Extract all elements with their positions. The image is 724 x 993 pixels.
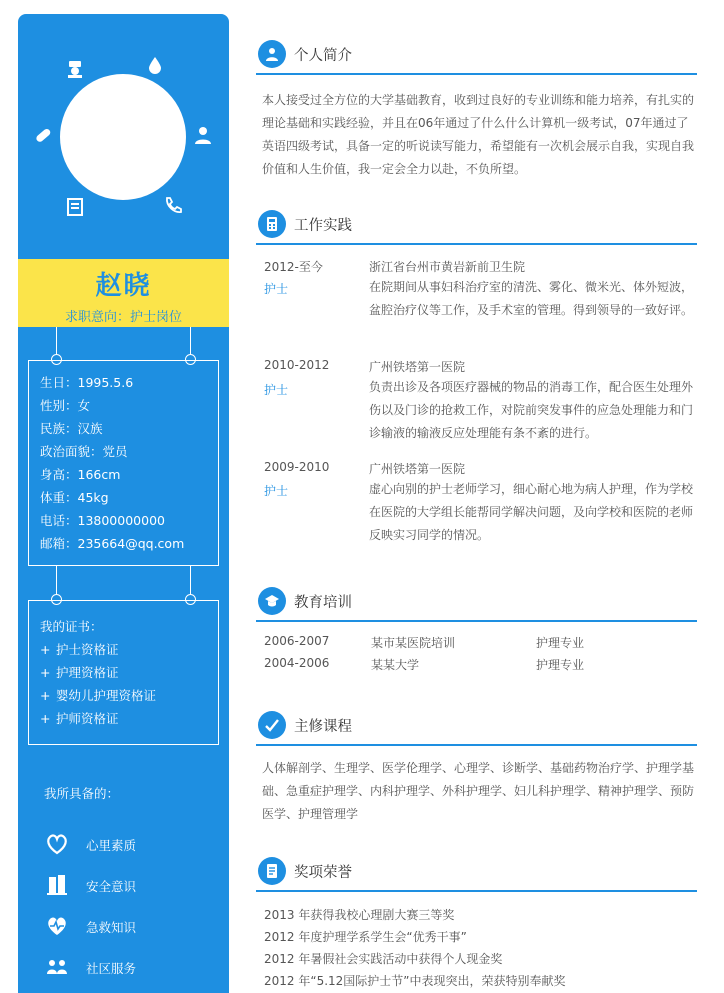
info-ethnicity: 民族：汉族 [40, 421, 103, 436]
section-title: 主修课程 [294, 719, 352, 735]
pill-icon [32, 124, 54, 146]
section-title: 个人简介 [294, 48, 352, 64]
info-email: 邮箱：235664@qq.com [40, 536, 185, 551]
award-item: 2012 年暑假社会实践活动中获得个人现金奖 [264, 952, 503, 966]
certificate-icon [258, 857, 286, 885]
courses-text: 人体解剖学、生理学、医学伦理学、心理学、诊断学、基础药物治疗学、护理学基础、急重症护理学、内科护理学、外科护理学、妇儿科护理学、精神护理学、预防医学、护理管理学 [262, 761, 695, 821]
building-icon [44, 872, 70, 898]
award-item: 2012 年度护理学系学生会“优秀干事” [264, 930, 467, 944]
sidebar: 赵晓 求职意向：护士岗位 生日：1995.5.6 性别：女 民族：汉族 政治面貌：党员 身高：166cm 体重：45kg 电话：13800000000 邮箱：235664@qq.com 我的证书： + 护士资格证 + 护理资格证 + 婴幼儿护理资格证 + 护师资格证 我所具备的： 心里素质 安全意识 急救知识 社区服务 [18, 14, 229, 993]
job-org: 广州铁塔第一医院 [369, 462, 466, 476]
info-gender: 性别：女 [40, 398, 91, 413]
edu-school: 某市某医院培训 [371, 636, 456, 650]
phone-icon [162, 194, 184, 216]
section-divider [256, 890, 697, 892]
job-desc: 负责出诊及各项医疗器械的物品的消毒工作，配合医生处理外伤以及门诊的抢救工作，对院前突发事件的应急处理能力和门诊输液的输液反应处理能有条不紊的进行。 [369, 380, 694, 440]
cert-title: 我的证书： [40, 619, 103, 634]
nurse-icon [258, 40, 286, 68]
section-courses [256, 711, 697, 747]
nurse-cap-icon [64, 58, 86, 80]
edu-major: 护理专业 [536, 658, 585, 672]
job-role: 护士 [264, 282, 289, 296]
section-divider [256, 620, 697, 622]
section-title: 工作实践 [294, 218, 352, 234]
info-political: 政治面貌：党员 [40, 444, 128, 459]
edu-major: 护理专业 [536, 636, 585, 650]
job-org: 广州铁塔第一医院 [369, 360, 466, 374]
award-item: 2012 年“5.12国际护士节”中表现突出，荣获特别奉献奖 [264, 974, 566, 988]
award-item: 2013 年获得我校心理剧大赛三等奖 [264, 908, 455, 922]
basic-info-box [28, 360, 219, 566]
heart-icon [44, 831, 70, 857]
avatar [60, 74, 186, 200]
section-title: 奖项荣誉 [294, 865, 352, 881]
section-divider [256, 243, 697, 245]
cert-item: + 护士资格证 [29, 638, 218, 661]
edu-date: 2006-2007 [264, 634, 330, 648]
job-date: 2012-至今 [264, 260, 323, 274]
name-band [18, 259, 229, 327]
job-intent: 求职意向：护士岗位 [64, 310, 182, 325]
edu-date: 2004-2006 [264, 656, 330, 670]
community-icon [44, 954, 70, 980]
job-desc: 虚心向别的护士老师学习，细心耐心地为病人护理，作为学校在医院的大学组长能帮同学解决问题，及向学校和医院的老师反映实习同学的情况。 [369, 482, 694, 542]
section-divider [256, 73, 697, 75]
cert-box [28, 600, 219, 745]
plus-icon: + [40, 711, 51, 726]
skills-title: 我所具备的： [44, 786, 120, 801]
document-icon [64, 196, 86, 218]
info-weight: 体重：45kg [40, 490, 109, 505]
plus-icon: + [40, 665, 51, 680]
cert-item: + 护师资格证 [29, 707, 218, 730]
job-role: 护士 [264, 484, 289, 498]
section-divider [256, 744, 697, 746]
edu-school: 某某大学 [371, 658, 420, 672]
plus-icon: + [40, 688, 51, 703]
candidate-name: 赵晓 [95, 271, 152, 301]
job-role: 护士 [264, 383, 289, 397]
intro-text: 本人接受过全方位的大学基础教育，收到过良好的专业训练和能力培养，有扎实的理论基础和实践经验，并且在06年通过了什么什么计算机一级考试，07年通过了英语四级考试，具备一定的听说读写能力，希望能有一次机会展示自我，实现自我价值和人生价值，我一定会全力以赴，不负所望。 [262, 93, 695, 176]
job-desc: 在院期间从事妇科治疗室的清洗、雾化、微米光、体外短波，盆腔治疗仪等工作，及手术室的管理。得到领导的一致好评。 [369, 280, 694, 317]
calculator-icon [258, 210, 286, 238]
drop-icon [144, 54, 166, 76]
info-phone: 电话：13800000000 [40, 513, 165, 528]
job-date: 2010-2012 [264, 358, 330, 372]
section-title: 教育培训 [294, 595, 352, 611]
info-height: 身高：166cm [40, 467, 121, 482]
plus-icon: + [40, 642, 51, 657]
graduation-cap-icon [258, 587, 286, 615]
doctor-icon [192, 124, 214, 146]
cert-item: + 护理资格证 [29, 661, 218, 684]
job-date: 2009-2010 [264, 460, 330, 474]
section-work [256, 210, 697, 246]
info-birthday: 生日：1995.5.6 [40, 375, 134, 390]
pen-check-icon [258, 711, 286, 739]
heartbeat-icon [44, 913, 70, 939]
job-org: 浙江省台州市黄岩新前卫生院 [369, 260, 526, 274]
section-intro [256, 40, 697, 76]
section-education [256, 587, 697, 623]
cert-item: + 婴幼儿护理资格证 [29, 684, 218, 707]
section-awards [256, 857, 697, 893]
